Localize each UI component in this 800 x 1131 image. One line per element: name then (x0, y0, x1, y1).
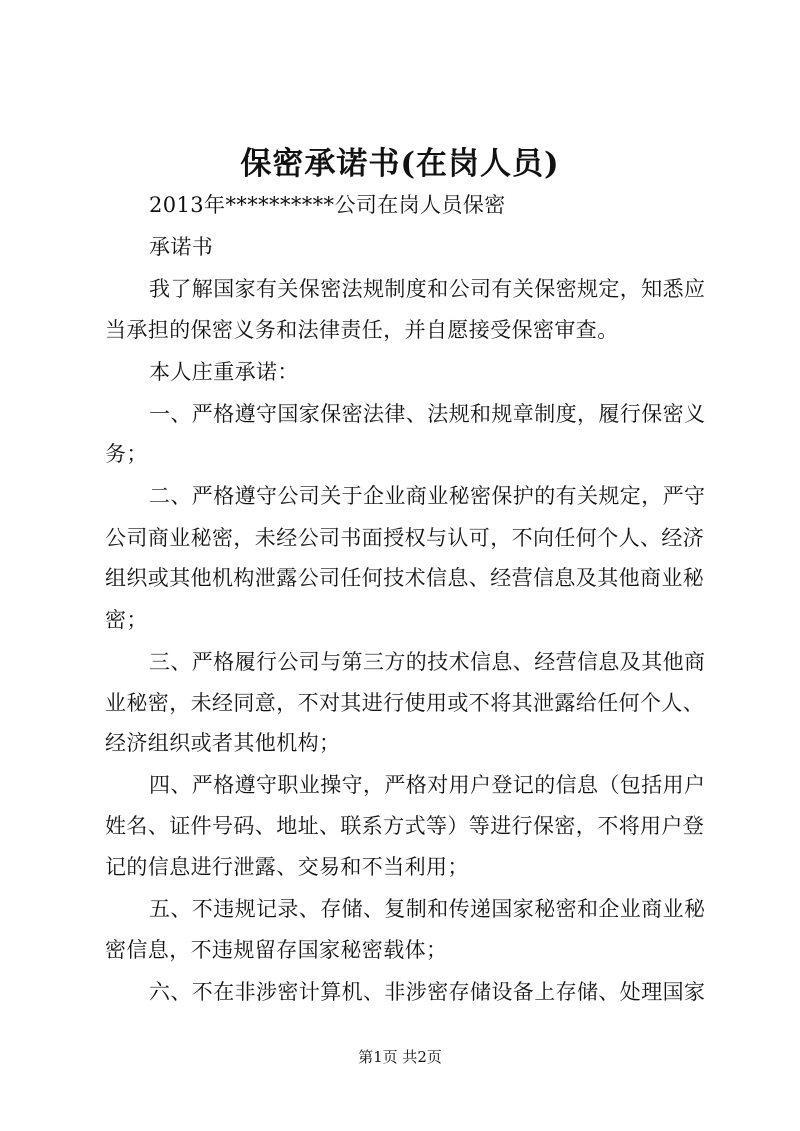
paragraph-line: 密； (105, 608, 148, 632)
paragraph-line: 承诺书 (149, 235, 214, 259)
paragraph-line: 六、不在非涉密计算机、非涉密存储设备上存储、处理国家 (149, 980, 706, 1004)
paragraph-line: 记的信息进行泄露、交易和不当利用； (105, 855, 469, 879)
paragraph-line: 本人庄重承诺： (149, 360, 299, 384)
page-footer: 第1页 共2页 (358, 1048, 442, 1066)
paragraph-line: 务； (105, 442, 148, 466)
paragraph-line: 二、严格遵守公司关于企业商业秘密保护的有关规定，严守 (149, 484, 706, 508)
paragraph-line: 三、严格履行公司与第三方的技术信息、经营信息及其他商 (149, 650, 706, 674)
paragraph-line: 四、严格遵守职业操守，严格对用户登记的信息（包括用户 (149, 773, 706, 797)
document-title: 保密承诺书(在岗人员) (240, 146, 560, 182)
paragraph-line: 公司商业秘密，未经公司书面授权与认可，不向任何个人、经济 (105, 526, 705, 550)
paragraph-line: 我了解国家有关保密法规制度和公司有关保密规定，知悉应 (149, 277, 706, 301)
paragraph-line: 一、严格遵守国家保密法律、法规和规章制度，履行保密义 (149, 402, 706, 426)
paragraph-line: 当承担的保密义务和法律责任，并自愿接受保密审查。 (105, 318, 619, 342)
paragraph-line: 密信息，不违规留存国家秘密载体； (105, 938, 448, 962)
paragraph-line: 2013年**********公司在岗人员保密 (149, 193, 506, 217)
paragraph-line: 业秘密，未经同意，不对其进行使用或不将其泄露给任何个人、 (105, 691, 705, 715)
paragraph-line: 组织或其他机构泄露公司任何技术信息、经营信息及其他商业秘 (105, 566, 705, 590)
paragraph-line: 经济组织或者其他机构； (105, 731, 341, 755)
paragraph-line: 姓名、证件号码、地址、联系方式等）等进行保密，不将用户登 (105, 814, 705, 838)
paragraph-line: 五、不违规记录、存储、复制和传递国家秘密和企业商业秘 (149, 897, 706, 921)
